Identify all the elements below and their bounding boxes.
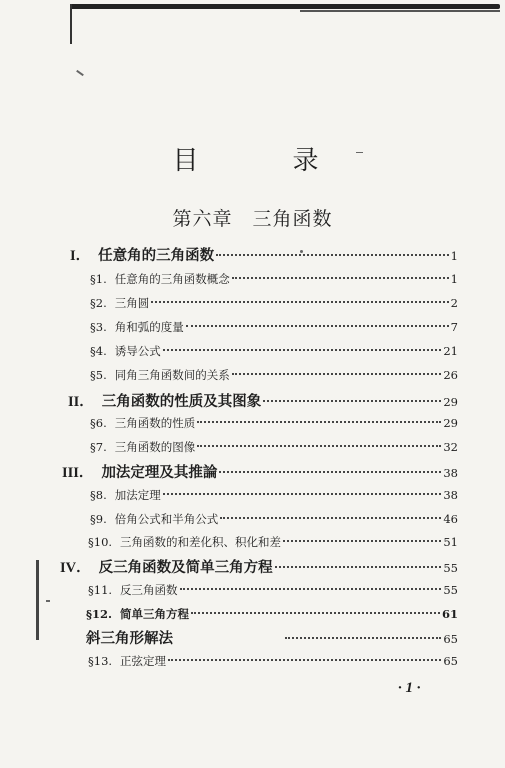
dot-leader <box>186 325 449 327</box>
dot-leader <box>232 277 449 279</box>
entry-title: 正弦定理 <box>120 654 167 668</box>
toc-entry[interactable] <box>90 295 458 311</box>
entry-number: §2. <box>90 296 107 310</box>
entry-title: 任意角的三角函数 <box>98 247 215 264</box>
toc-entry-section[interactable] <box>86 627 458 648</box>
entry-title: 任意角的三角函数概念 <box>114 272 230 286</box>
dot-leader <box>219 471 441 473</box>
entry-title: 斜三角形解法 <box>86 630 173 647</box>
entry-page: 7 <box>450 320 458 334</box>
entry-title: 简单三角方程 <box>120 607 190 621</box>
dot-leader <box>163 349 442 351</box>
dot-leader <box>180 588 442 590</box>
entry-number: §7. <box>90 440 107 454</box>
entry-number: §4. <box>90 344 107 358</box>
entry-page: 55 <box>443 561 458 575</box>
dot-leader <box>151 301 448 303</box>
entry-number: §3. <box>90 320 107 334</box>
page-title: 目 录 <box>172 146 353 176</box>
toc-entry[interactable] <box>86 606 458 622</box>
dot-leader <box>168 659 441 661</box>
entry-number: §1. <box>90 272 107 286</box>
dot-leader <box>263 400 441 402</box>
toc-entry[interactable] <box>88 582 458 598</box>
entry-title: 加法定理及其推論 <box>101 464 218 481</box>
toc-entry[interactable] <box>90 487 458 503</box>
dot-leader <box>220 517 441 519</box>
entry-page: 2 <box>450 296 458 310</box>
entry-page: 65 <box>443 654 458 668</box>
entry-title: 三角函数的和差化积、积化和差 <box>120 535 282 549</box>
entry-number: §12. <box>86 607 113 621</box>
entry-number: I． <box>70 248 91 264</box>
entry-title: 三角函数的图像 <box>114 440 196 454</box>
entry-number: §8. <box>90 488 107 502</box>
entry-page: 32 <box>443 440 458 454</box>
entry-page: 29 <box>443 416 458 430</box>
entry-title: 诱导公式 <box>114 344 161 358</box>
entry-title: 反三角函数 <box>120 583 178 597</box>
entry-title: 同角三角函数间的关系 <box>114 368 230 382</box>
entry-title: 倍角公式和半角公式 <box>114 512 219 526</box>
entry-page: 1 <box>450 249 458 263</box>
entry-title: 加法定理 <box>114 488 161 502</box>
entry-number: §11. <box>88 583 113 597</box>
entry-number: IV． <box>60 560 91 576</box>
dot-leader <box>191 612 440 614</box>
entry-page: 55 <box>443 583 458 597</box>
dot-leader <box>283 540 441 542</box>
dot-leader <box>232 373 442 375</box>
dot-leader <box>197 421 441 423</box>
entry-number: §9. <box>90 512 107 526</box>
toc-entry[interactable] <box>90 415 458 431</box>
entry-page: 26 <box>443 368 458 382</box>
entry-title: 角和弧的度量 <box>114 320 184 334</box>
entry-title: 三角圆 <box>114 296 150 310</box>
entry-page: 29 <box>443 395 458 409</box>
entry-number: III． <box>62 465 94 481</box>
dot-leader <box>216 254 449 256</box>
entry-page: 61 <box>441 607 458 621</box>
dot-leader <box>275 566 442 568</box>
entry-number: §6. <box>90 416 107 430</box>
toc-entry[interactable] <box>90 367 458 383</box>
entry-page: 21 <box>443 344 458 358</box>
toc-entry[interactable] <box>90 511 458 527</box>
toc-entry[interactable] <box>90 439 458 455</box>
entry-page: 65 <box>443 632 458 646</box>
entry-title: 反三角函数及简单三角方程 <box>98 559 273 576</box>
entry-title: 三角函数的性质 <box>114 416 196 430</box>
page-number: · 1 · <box>398 680 421 696</box>
toc-entry-section[interactable] <box>68 390 458 411</box>
entry-number: §13. <box>88 654 113 668</box>
entry-page: 46 <box>443 512 458 526</box>
entry-number: §10. <box>88 535 113 549</box>
toc-entry-section[interactable] <box>62 461 458 482</box>
entry-page: 38 <box>443 466 458 480</box>
entry-page: 51 <box>443 535 458 549</box>
toc-entry[interactable] <box>90 271 458 287</box>
toc-entry-section[interactable] <box>70 244 458 265</box>
chapter-heading: 第六章 三角函数 <box>172 208 333 230</box>
entry-page: 1 <box>450 272 458 286</box>
dot-leader <box>285 637 441 639</box>
entry-title: 三角函数的性质及其图象 <box>101 393 262 410</box>
dot-leader <box>163 493 442 495</box>
toc-entry[interactable] <box>88 653 458 669</box>
toc-entry[interactable] <box>88 534 458 550</box>
dot-leader <box>197 445 441 447</box>
entry-page: 38 <box>443 488 458 502</box>
toc-entry[interactable] <box>90 343 458 359</box>
toc-entry[interactable] <box>90 319 458 335</box>
toc-entry-section[interactable] <box>60 556 458 577</box>
entry-number: II． <box>68 394 94 410</box>
entry-number: §5. <box>90 368 107 382</box>
